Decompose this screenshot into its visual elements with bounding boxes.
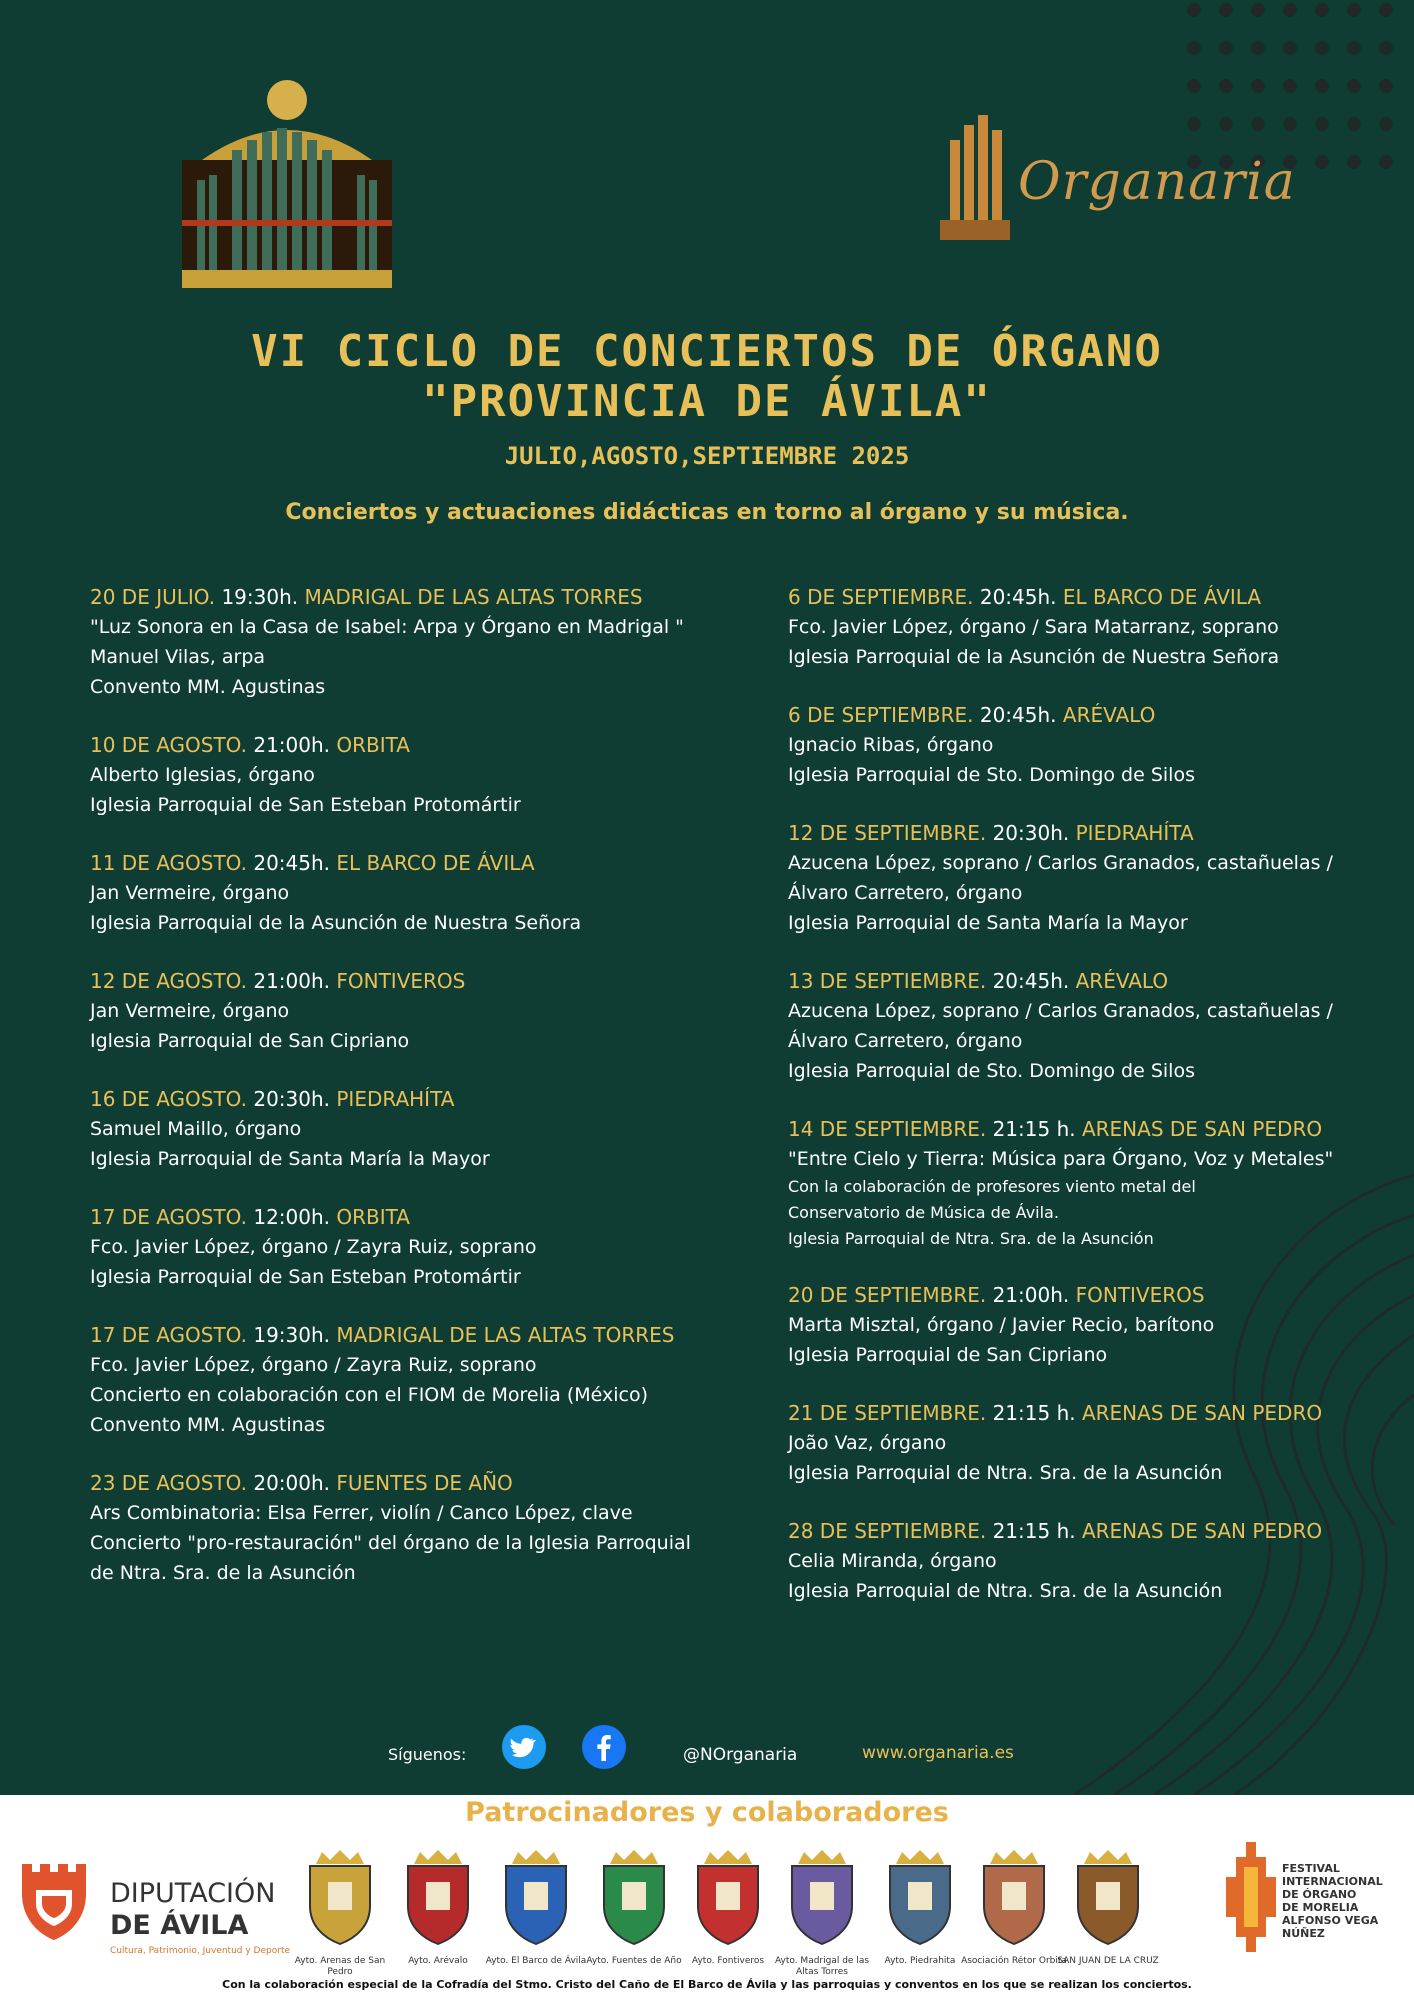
event-detail-line: João Vaz, órgano bbox=[788, 1432, 947, 1454]
event-date: 28 DE SEPTIEMBRE. bbox=[788, 1519, 987, 1543]
fiom-emblem-icon bbox=[1226, 1842, 1276, 1952]
event-time: 21:00h. bbox=[992, 1283, 1070, 1307]
diputacion-department: Cultura, Patrimonio, Juventud y Deporte bbox=[110, 1946, 291, 1956]
event-heading bbox=[90, 1202, 770, 1232]
website-link[interactable]: www.organaria.es bbox=[862, 1743, 1014, 1763]
event-detail-line: Azucena López, soprano / Carlos Granados, castañuelas / bbox=[788, 852, 1333, 874]
event-detail-line: Azucena López, soprano / Carlos Granados, castañuelas / bbox=[788, 1000, 1333, 1022]
fiom-text-line: DE ÓRGANO bbox=[1282, 1888, 1357, 1901]
event-time: 21:00h. bbox=[253, 969, 331, 993]
diputacion-avila-logo bbox=[18, 1860, 291, 1956]
organaria-wordmark: Organaria bbox=[1018, 152, 1296, 212]
event-detail-line: Iglesia Parroquial de Ntra. Sra. de la Asunción bbox=[788, 1462, 1223, 1484]
event-date: 12 DE AGOSTO. bbox=[90, 969, 247, 993]
sponsor-crest-icon bbox=[688, 1848, 768, 1948]
event-detail-line: Iglesia Parroquial de Santa María la Mayor bbox=[90, 1148, 490, 1170]
concert-event bbox=[788, 1114, 1408, 1252]
event-place: ARÉVALO bbox=[1075, 969, 1169, 993]
sponsor-crest-icon bbox=[300, 1848, 380, 1948]
footer-credit: Con la colaboración especial de la Cofradía del Stmo. Cristo del Caño de El Barco de Ávila y las parroquias y conventos en los que se realizan los conciertos. bbox=[222, 1978, 1192, 1991]
event-place: ARÉVALO bbox=[1062, 703, 1156, 727]
event-time: 20:30h. bbox=[253, 1087, 331, 1111]
sponsor-crest-icon bbox=[496, 1848, 576, 1948]
event-place: MADRIGAL DE LAS ALTAS TORRES bbox=[304, 585, 643, 609]
organ-pipes-icon bbox=[940, 110, 1020, 250]
sponsor-caption: Ayto. El Barco de Ávila bbox=[485, 1956, 587, 1966]
event-date: 20 DE SEPTIEMBRE. bbox=[788, 1283, 987, 1307]
event-detail-line: Manuel Vilas, arpa bbox=[90, 646, 266, 668]
event-time: 21:15 h. bbox=[992, 1401, 1076, 1425]
event-detail-line: Ignacio Ribas, órgano bbox=[788, 734, 994, 756]
event-heading bbox=[788, 1280, 1408, 1310]
event-detail-line: Iglesia Parroquial de Sto. Domingo de Silos bbox=[788, 764, 1195, 786]
event-detail-line: Convento MM. Agustinas bbox=[90, 676, 326, 698]
concert-event bbox=[788, 700, 1408, 790]
sponsor-crest-icon bbox=[880, 1848, 960, 1948]
fiom-text-line: INTERNACIONAL bbox=[1282, 1875, 1383, 1888]
fiom-text-line: DE MORELIA bbox=[1282, 1901, 1359, 1914]
event-heading bbox=[788, 818, 1408, 848]
event-place: ARENAS DE SAN PEDRO bbox=[1081, 1117, 1323, 1141]
concert-event bbox=[788, 1280, 1408, 1370]
follow-label: Síguenos: bbox=[388, 1745, 467, 1764]
organaria-logo bbox=[940, 110, 1296, 260]
event-time: 20:45h. bbox=[979, 703, 1057, 727]
event-heading bbox=[788, 582, 1408, 612]
event-heading bbox=[90, 1084, 770, 1114]
event-place: PIEDRAHÍTA bbox=[1075, 821, 1194, 845]
sponsor-caption: Ayto. Fuentes de Año bbox=[586, 1956, 682, 1966]
event-list-left bbox=[90, 582, 770, 1616]
diputacion-name-line2: DE ÁVILA bbox=[110, 1910, 249, 1941]
event-heading bbox=[788, 1516, 1408, 1546]
event-date: 14 DE SEPTIEMBRE. bbox=[788, 1117, 987, 1141]
event-date: 23 DE AGOSTO. bbox=[90, 1471, 247, 1495]
event-detail-line: Álvaro Carretero, órgano bbox=[788, 882, 1023, 904]
event-detail-line: Marta Misztal, órgano / Javier Recio, barítono bbox=[788, 1314, 1215, 1336]
event-date: 6 DE SEPTIEMBRE. bbox=[788, 703, 974, 727]
event-place: ARENAS DE SAN PEDRO bbox=[1081, 1401, 1323, 1425]
event-date: 21 DE SEPTIEMBRE. bbox=[788, 1401, 987, 1425]
event-place: ORBITA bbox=[336, 1205, 410, 1229]
concert-event bbox=[90, 848, 770, 938]
event-heading bbox=[90, 966, 770, 996]
event-detail-line: Iglesia Parroquial de la Asunción de Nuestra Señora bbox=[90, 912, 582, 934]
facebook-icon[interactable] bbox=[582, 1725, 626, 1769]
event-note-line: Conservatorio de Música de Ávila. bbox=[788, 1203, 1059, 1222]
fiom-text bbox=[1282, 1862, 1383, 1940]
event-time: 20:45h. bbox=[992, 969, 1070, 993]
event-time: 21:00h. bbox=[253, 733, 331, 757]
event-heading bbox=[90, 730, 770, 760]
sponsor-caption: Ayto. Arévalo bbox=[408, 1956, 468, 1966]
event-detail-line: Ars Combinatoria: Elsa Ferrer, violín / Canco López, clave bbox=[90, 1502, 633, 1524]
sponsor-caption: Asociación Rétor Orbita bbox=[961, 1956, 1067, 1966]
fiom-logo bbox=[1226, 1842, 1406, 1952]
season-dates: JULIO,AGOSTO,SEPTIEMBRE 2025 bbox=[504, 442, 910, 470]
event-date: 17 DE AGOSTO. bbox=[90, 1205, 247, 1229]
concert-event bbox=[90, 1468, 770, 1588]
page-title-line1: VI CICLO DE CONCIERTOS DE ÓRGANO bbox=[251, 326, 1163, 377]
event-place: ARENAS DE SAN PEDRO bbox=[1081, 1519, 1323, 1543]
event-detail-line: Álvaro Carretero, órgano bbox=[788, 1030, 1023, 1052]
event-time: 19:30h. bbox=[253, 1323, 331, 1347]
fiom-text-line: NÚÑEZ bbox=[1282, 1927, 1325, 1940]
concert-event bbox=[90, 1084, 770, 1174]
event-detail-line: Alberto Iglesias, órgano bbox=[90, 764, 315, 786]
sponsor-caption: Ayto. Piedrahita bbox=[884, 1956, 956, 1966]
event-detail-line: "Entre Cielo y Tierra: Música para Órgano, Voz y Metales" bbox=[788, 1148, 1334, 1170]
event-place: EL BARCO DE ÁVILA bbox=[336, 851, 535, 875]
event-time: 19:30h. bbox=[221, 585, 299, 609]
event-detail-line: Iglesia Parroquial de San Cipriano bbox=[90, 1030, 410, 1052]
page-title-line2: "PROVINCIA DE ÁVILA" bbox=[422, 376, 992, 427]
twitter-icon[interactable] bbox=[502, 1725, 546, 1769]
event-place: PIEDRAHÍTA bbox=[336, 1087, 455, 1111]
event-heading bbox=[90, 1320, 770, 1350]
sponsor-crest-icon bbox=[1068, 1848, 1148, 1948]
event-detail-line: Iglesia Parroquial de la Asunción de Nuestra Señora bbox=[788, 646, 1280, 668]
page-subtitle: Conciertos y actuaciones didácticas en torno al órgano y su música. bbox=[285, 500, 1129, 525]
event-date: 17 DE AGOSTO. bbox=[90, 1323, 247, 1347]
sponsors-title: Patrocinadores y colaboradores bbox=[465, 1797, 949, 1828]
concert-event bbox=[90, 966, 770, 1056]
event-heading bbox=[90, 1468, 770, 1498]
event-detail-line: Jan Vermeire, órgano bbox=[90, 882, 290, 904]
concert-event bbox=[788, 966, 1408, 1086]
event-place: FONTIVEROS bbox=[1075, 1283, 1205, 1307]
social-bar bbox=[0, 1725, 1414, 1785]
event-detail-line: Concierto en colaboración con el FIOM de Morelia (México) bbox=[90, 1384, 648, 1406]
event-detail-line: Samuel Maillo, órgano bbox=[90, 1118, 302, 1140]
event-time: 20:45h. bbox=[253, 851, 331, 875]
social-handle[interactable]: @NOrganaria bbox=[683, 1745, 798, 1765]
event-detail-line: Convento MM. Agustinas bbox=[90, 1414, 326, 1436]
sponsor-crest-icon bbox=[782, 1848, 862, 1948]
event-date: 11 DE AGOSTO. bbox=[90, 851, 247, 875]
event-place: ORBITA bbox=[336, 733, 410, 757]
sponsor-caption: Ayto. Fontiveros bbox=[691, 1956, 765, 1966]
event-detail-line: Iglesia Parroquial de San Cipriano bbox=[788, 1344, 1108, 1366]
event-detail-line: Fco. Javier López, órgano / Zayra Ruiz, soprano bbox=[90, 1236, 537, 1258]
event-note-line: Iglesia Parroquial de Ntra. Sra. de la Asunción bbox=[788, 1229, 1154, 1248]
event-list-right bbox=[788, 582, 1408, 1634]
concert-event bbox=[90, 730, 770, 820]
event-heading bbox=[788, 966, 1408, 996]
event-place: FONTIVEROS bbox=[336, 969, 466, 993]
event-detail-line: Fco. Javier López, órgano / Zayra Ruiz, soprano bbox=[90, 1354, 537, 1376]
event-date: 6 DE SEPTIEMBRE. bbox=[788, 585, 974, 609]
sponsor-caption: Ayto. Madrigal de las Altas Torres bbox=[774, 1956, 870, 1977]
event-detail-line: Iglesia Parroquial de Santa María la Mayor bbox=[788, 912, 1188, 934]
concert-event bbox=[90, 1202, 770, 1292]
event-time: 21:15 h. bbox=[992, 1117, 1076, 1141]
event-detail-line: Iglesia Parroquial de San Esteban Protomártir bbox=[90, 794, 521, 816]
event-detail-line: Fco. Javier López, órgano / Sara Matarranz, soprano bbox=[788, 616, 1279, 638]
event-date: 12 DE SEPTIEMBRE. bbox=[788, 821, 987, 845]
concert-event bbox=[90, 1320, 770, 1440]
event-heading bbox=[788, 700, 1408, 730]
event-heading bbox=[788, 1114, 1408, 1144]
event-place: EL BARCO DE ÁVILA bbox=[1062, 585, 1262, 609]
event-detail-line: "Luz Sonora en la Casa de Isabel: Arpa y Órgano en Madrigal " bbox=[90, 616, 684, 638]
event-time: 21:15 h. bbox=[992, 1519, 1076, 1543]
event-date: 20 DE JULIO. bbox=[90, 585, 216, 609]
event-date: 13 DE SEPTIEMBRE. bbox=[788, 969, 987, 993]
event-detail-line: Iglesia Parroquial de Sto. Domingo de Silos bbox=[788, 1060, 1195, 1082]
event-note-line: Con la colaboración de profesores viento metal del bbox=[788, 1177, 1196, 1196]
concert-event bbox=[788, 1516, 1408, 1606]
concert-event bbox=[90, 582, 770, 702]
event-date: 10 DE AGOSTO. bbox=[90, 733, 247, 757]
diputacion-shield-icon bbox=[18, 1860, 90, 1944]
event-time: 12:00h. bbox=[253, 1205, 331, 1229]
event-heading bbox=[90, 582, 770, 612]
sponsor-crest-icon bbox=[974, 1848, 1054, 1948]
sponsor-caption: Ayto. Arenas de San Pedro bbox=[294, 1956, 386, 1977]
event-date: 16 DE AGOSTO. bbox=[90, 1087, 247, 1111]
organ-logo bbox=[172, 70, 402, 300]
sponsor-crest-icon bbox=[398, 1848, 478, 1948]
concert-event bbox=[788, 818, 1408, 938]
concert-event bbox=[788, 582, 1408, 672]
event-detail-line: Concierto "pro-restauración" del órgano de la Iglesia Parroquial bbox=[90, 1532, 691, 1554]
event-time: 20:30h. bbox=[992, 821, 1070, 845]
event-detail-line: Iglesia Parroquial de San Esteban Protomártir bbox=[90, 1266, 521, 1288]
sponsor-caption: SAN JUAN DE LA CRUZ bbox=[1057, 1956, 1159, 1966]
fiom-text-line: ALFONSO VEGA bbox=[1282, 1914, 1379, 1927]
event-detail-line: Celia Miranda, órgano bbox=[788, 1550, 997, 1572]
event-place: FUENTES DE AÑO bbox=[336, 1471, 513, 1495]
event-detail-line: Iglesia Parroquial de Ntra. Sra. de la Asunción bbox=[788, 1580, 1223, 1602]
event-heading bbox=[90, 848, 770, 878]
diputacion-name-line1: DIPUTACIÓN bbox=[110, 1878, 276, 1909]
event-detail-line: de Ntra. Sra. de la Asunción bbox=[90, 1562, 356, 1584]
event-time: 20:45h. bbox=[979, 585, 1057, 609]
event-heading bbox=[788, 1398, 1408, 1428]
event-detail-line: Jan Vermeire, órgano bbox=[90, 1000, 290, 1022]
concert-event bbox=[788, 1398, 1408, 1488]
fiom-text-line: FESTIVAL bbox=[1282, 1862, 1340, 1875]
event-time: 20:00h. bbox=[253, 1471, 331, 1495]
event-place: MADRIGAL DE LAS ALTAS TORRES bbox=[336, 1323, 675, 1347]
sponsor-crest-icon bbox=[594, 1848, 674, 1948]
